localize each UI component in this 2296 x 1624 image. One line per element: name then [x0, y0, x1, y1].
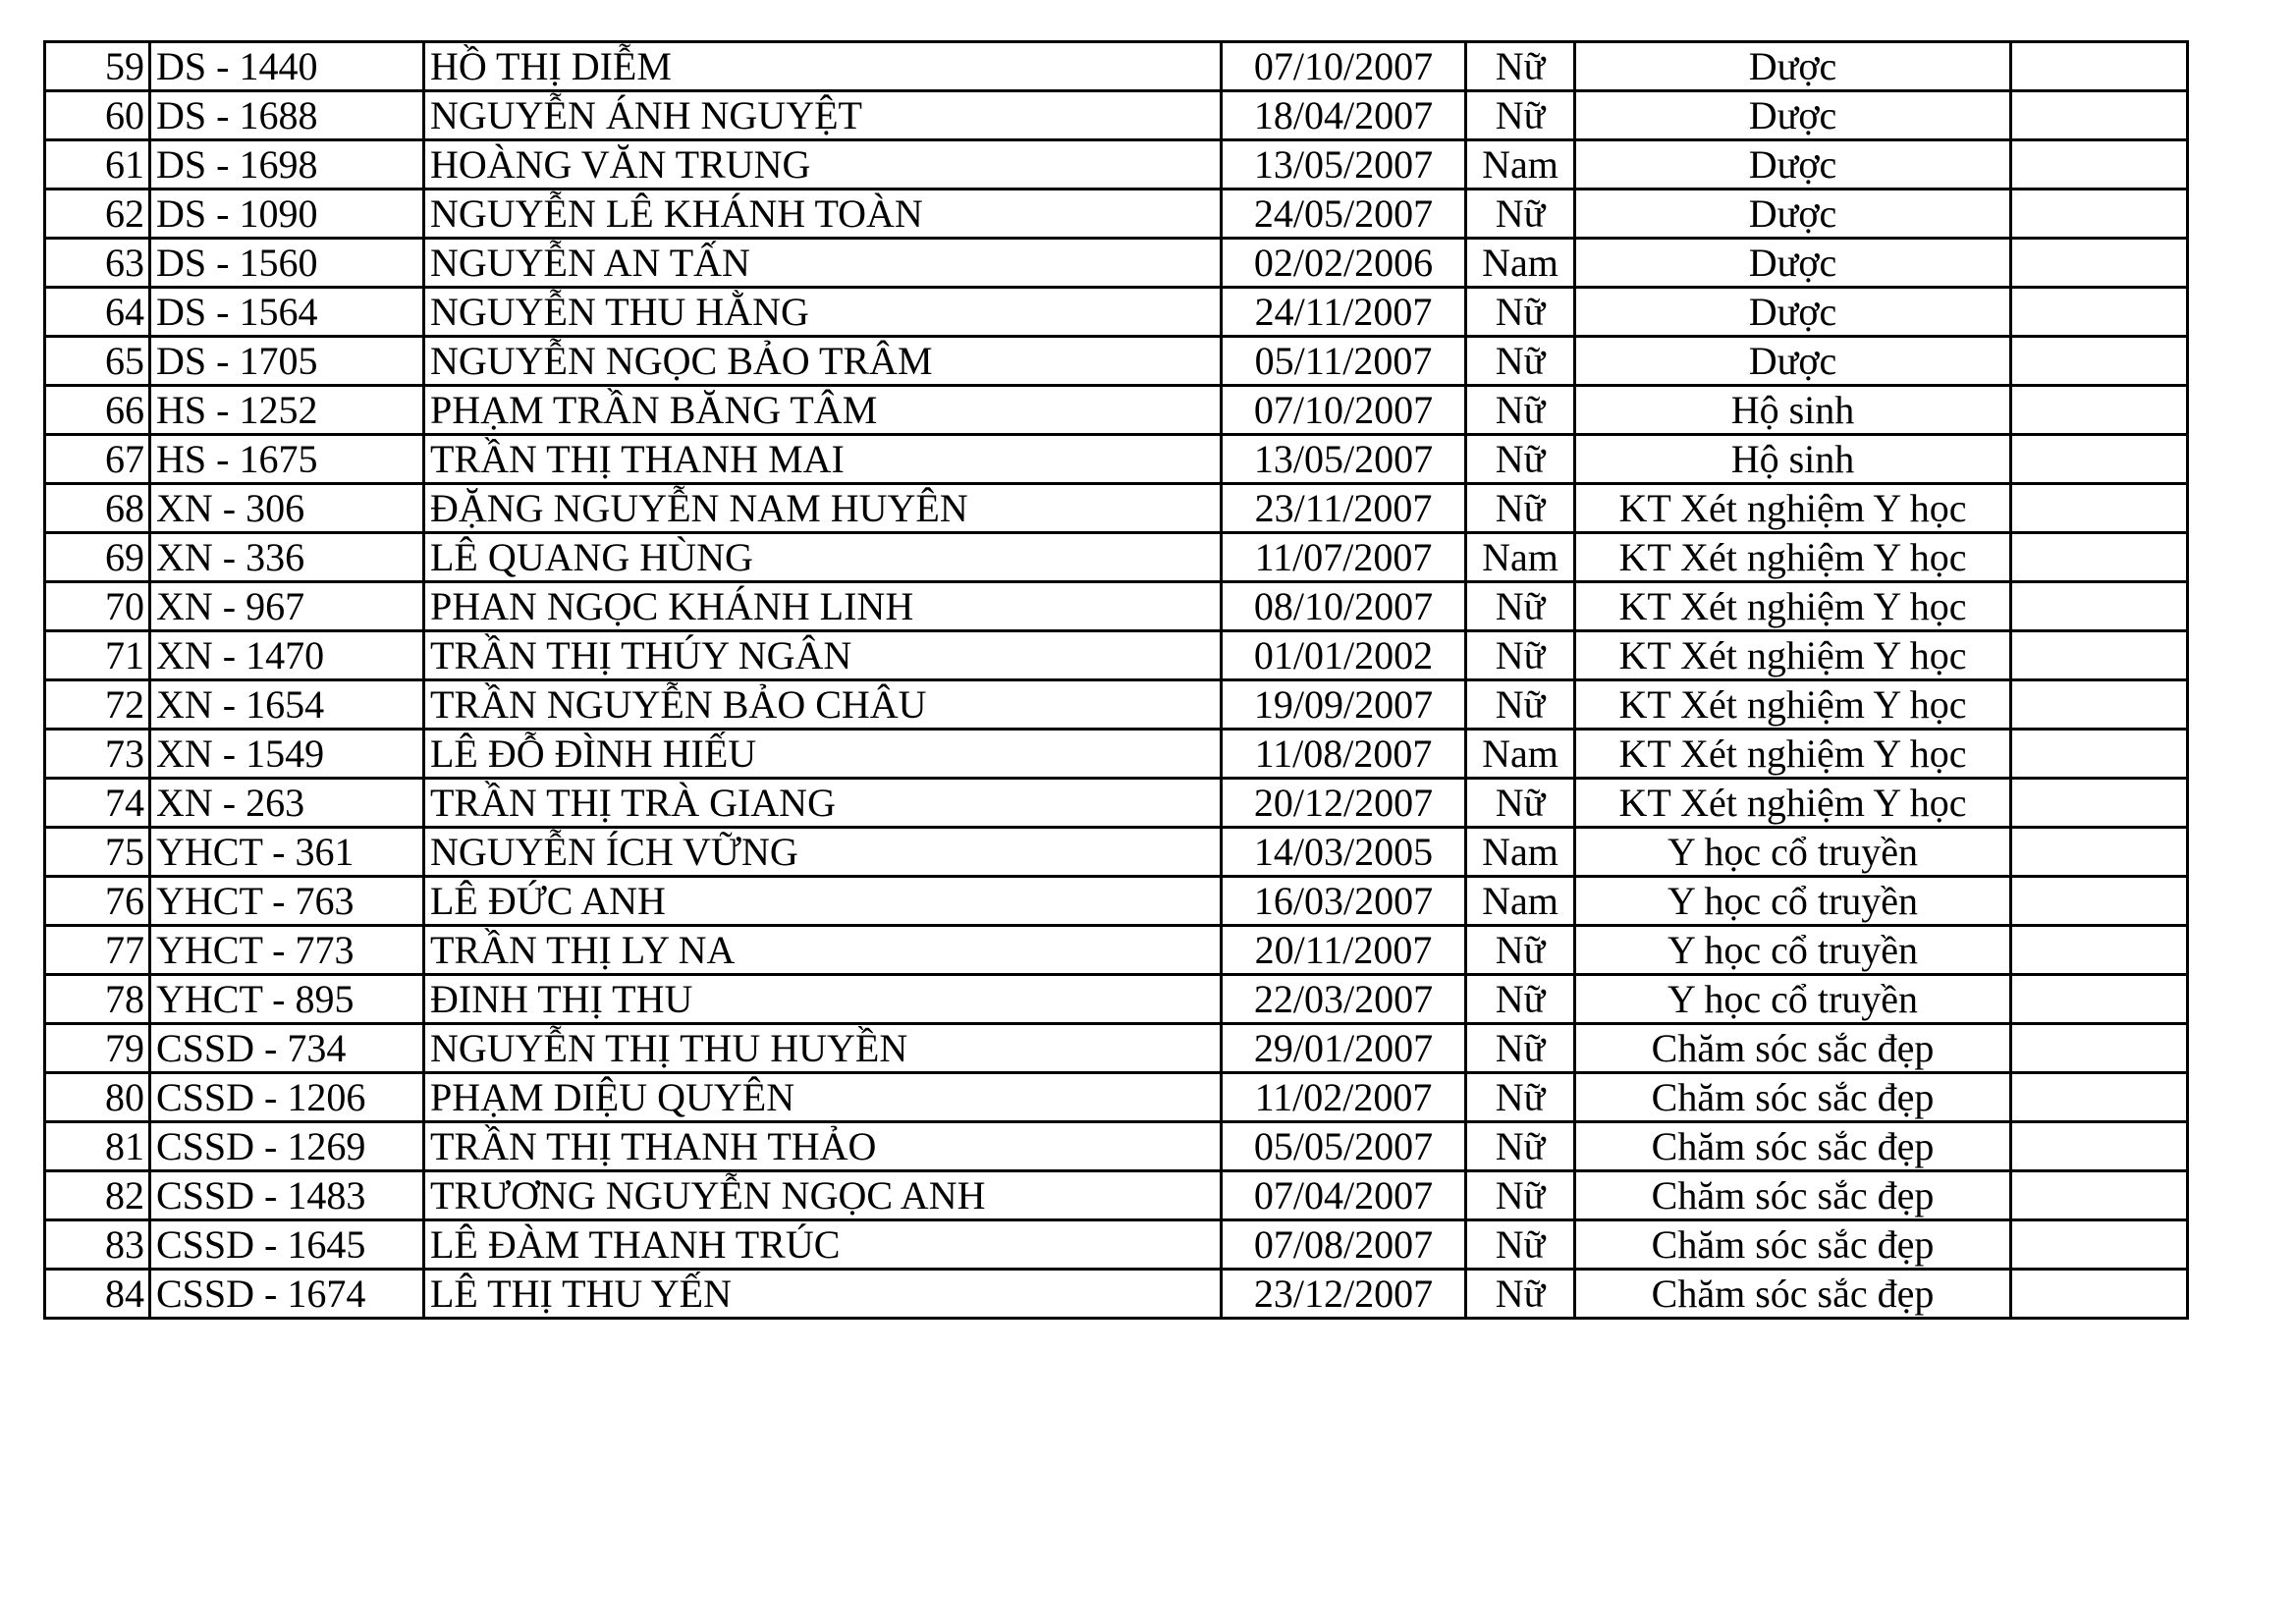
row-number-cell: 59	[45, 42, 150, 91]
note-cell	[2011, 337, 2188, 386]
date-of-birth-cell: 13/05/2007	[1222, 435, 1466, 484]
table-row	[45, 533, 2188, 582]
gender-cell: Nữ	[1466, 288, 1575, 337]
student-code-cell: CSSD - 1269	[150, 1122, 424, 1171]
row-number-cell: 74	[45, 779, 150, 828]
gender-cell: Nữ	[1466, 582, 1575, 631]
table-row	[45, 386, 2188, 435]
major-cell: Dược	[1575, 288, 2011, 337]
student-name-cell: HOÀNG VĂN TRUNG	[424, 140, 1222, 189]
row-number-cell: 84	[45, 1270, 150, 1319]
student-code-cell: XN - 263	[150, 779, 424, 828]
gender-cell: Nữ	[1466, 975, 1575, 1024]
gender-cell: Nữ	[1466, 484, 1575, 533]
major-cell: Dược	[1575, 91, 2011, 140]
table-row	[45, 484, 2188, 533]
table-row	[45, 1073, 2188, 1122]
table-row	[45, 680, 2188, 730]
major-cell: Dược	[1575, 189, 2011, 239]
student-code-cell: CSSD - 734	[150, 1024, 424, 1073]
major-cell: Dược	[1575, 42, 2011, 91]
student-name-cell: LÊ ĐÀM THANH TRÚC	[424, 1220, 1222, 1270]
note-cell	[2011, 730, 2188, 779]
gender-cell: Nữ	[1466, 1220, 1575, 1270]
student-code-cell: CSSD - 1206	[150, 1073, 424, 1122]
major-cell: Chăm sóc sắc đẹp	[1575, 1073, 2011, 1122]
date-of-birth-cell: 05/05/2007	[1222, 1122, 1466, 1171]
student-code-cell: XN - 1654	[150, 680, 424, 730]
row-number-cell: 76	[45, 877, 150, 926]
student-name-cell: TRẦN THỊ TRÀ GIANG	[424, 779, 1222, 828]
note-cell	[2011, 779, 2188, 828]
student-code-cell: XN - 336	[150, 533, 424, 582]
student-name-cell: NGUYỄN THU HẰNG	[424, 288, 1222, 337]
student-name-cell: LÊ ĐỨC ANH	[424, 877, 1222, 926]
note-cell	[2011, 1270, 2188, 1319]
row-number-cell: 78	[45, 975, 150, 1024]
row-number-cell: 79	[45, 1024, 150, 1073]
gender-cell: Nam	[1466, 533, 1575, 582]
date-of-birth-cell: 24/05/2007	[1222, 189, 1466, 239]
note-cell	[2011, 189, 2188, 239]
major-cell: Y học cổ truyền	[1575, 975, 2011, 1024]
student-name-cell: NGUYỄN ÍCH VỮNG	[424, 828, 1222, 877]
date-of-birth-cell: 29/01/2007	[1222, 1024, 1466, 1073]
student-code-cell: YHCT - 763	[150, 877, 424, 926]
major-cell: Chăm sóc sắc đẹp	[1575, 1171, 2011, 1220]
student-code-cell: DS - 1705	[150, 337, 424, 386]
date-of-birth-cell: 22/03/2007	[1222, 975, 1466, 1024]
major-cell: KT Xét nghiệm Y học	[1575, 730, 2011, 779]
gender-cell: Nữ	[1466, 189, 1575, 239]
gender-cell: Nữ	[1466, 631, 1575, 680]
row-number-cell: 66	[45, 386, 150, 435]
table-row	[45, 140, 2188, 189]
student-name-cell: ĐINH THỊ THU	[424, 975, 1222, 1024]
major-cell: Chăm sóc sắc đẹp	[1575, 1220, 2011, 1270]
student-name-cell: NGUYỄN LÊ KHÁNH TOÀN	[424, 189, 1222, 239]
table-row	[45, 91, 2188, 140]
row-number-cell: 65	[45, 337, 150, 386]
gender-cell: Nữ	[1466, 926, 1575, 975]
student-name-cell: LÊ QUANG HÙNG	[424, 533, 1222, 582]
table-row	[45, 582, 2188, 631]
date-of-birth-cell: 24/11/2007	[1222, 288, 1466, 337]
note-cell	[2011, 484, 2188, 533]
student-name-cell: NGUYỄN NGỌC BẢO TRÂM	[424, 337, 1222, 386]
date-of-birth-cell: 20/11/2007	[1222, 926, 1466, 975]
date-of-birth-cell: 02/02/2006	[1222, 239, 1466, 288]
student-name-cell: TRẦN NGUYỄN BẢO CHÂU	[424, 680, 1222, 730]
row-number-cell: 72	[45, 680, 150, 730]
row-number-cell: 81	[45, 1122, 150, 1171]
row-number-cell: 75	[45, 828, 150, 877]
date-of-birth-cell: 07/08/2007	[1222, 1220, 1466, 1270]
date-of-birth-cell: 07/04/2007	[1222, 1171, 1466, 1220]
table-row	[45, 779, 2188, 828]
row-number-cell: 61	[45, 140, 150, 189]
student-name-cell: TRẦN THỊ THANH MAI	[424, 435, 1222, 484]
student-code-cell: XN - 967	[150, 582, 424, 631]
major-cell: KT Xét nghiệm Y học	[1575, 582, 2011, 631]
student-code-cell: XN - 1549	[150, 730, 424, 779]
note-cell	[2011, 828, 2188, 877]
student-name-cell: TRẦN THỊ THÚY NGÂN	[424, 631, 1222, 680]
table-row	[45, 1171, 2188, 1220]
table-row	[45, 337, 2188, 386]
major-cell: Y học cổ truyền	[1575, 926, 2011, 975]
note-cell	[2011, 877, 2188, 926]
table-row	[45, 288, 2188, 337]
table-body	[45, 42, 2188, 1319]
note-cell	[2011, 680, 2188, 730]
table-row	[45, 1220, 2188, 1270]
gender-cell: Nam	[1466, 877, 1575, 926]
major-cell: Dược	[1575, 140, 2011, 189]
gender-cell: Nữ	[1466, 337, 1575, 386]
note-cell	[2011, 42, 2188, 91]
table-row	[45, 631, 2188, 680]
major-cell: Chăm sóc sắc đẹp	[1575, 1024, 2011, 1073]
date-of-birth-cell: 19/09/2007	[1222, 680, 1466, 730]
note-cell	[2011, 533, 2188, 582]
row-number-cell: 70	[45, 582, 150, 631]
date-of-birth-cell: 01/01/2002	[1222, 631, 1466, 680]
table-row	[45, 828, 2188, 877]
major-cell: Dược	[1575, 337, 2011, 386]
row-number-cell: 83	[45, 1220, 150, 1270]
note-cell	[2011, 975, 2188, 1024]
student-name-cell: LÊ THỊ THU YẾN	[424, 1270, 1222, 1319]
student-code-cell: CSSD - 1483	[150, 1171, 424, 1220]
student-code-cell: HS - 1675	[150, 435, 424, 484]
row-number-cell: 67	[45, 435, 150, 484]
row-number-cell: 63	[45, 239, 150, 288]
gender-cell: Nữ	[1466, 779, 1575, 828]
date-of-birth-cell: 23/12/2007	[1222, 1270, 1466, 1319]
date-of-birth-cell: 08/10/2007	[1222, 582, 1466, 631]
date-of-birth-cell: 18/04/2007	[1222, 91, 1466, 140]
note-cell	[2011, 91, 2188, 140]
student-code-cell: DS - 1564	[150, 288, 424, 337]
note-cell	[2011, 1171, 2188, 1220]
gender-cell: Nữ	[1466, 1270, 1575, 1319]
note-cell	[2011, 631, 2188, 680]
note-cell	[2011, 1073, 2188, 1122]
student-name-cell: HỒ THỊ DIỄM	[424, 42, 1222, 91]
student-name-cell: PHẠM DIỆU QUYÊN	[424, 1073, 1222, 1122]
gender-cell: Nữ	[1466, 386, 1575, 435]
note-cell	[2011, 435, 2188, 484]
student-name-cell: TRẦN THỊ THANH THẢO	[424, 1122, 1222, 1171]
note-cell	[2011, 926, 2188, 975]
student-list-table	[43, 40, 2189, 1320]
student-code-cell: XN - 306	[150, 484, 424, 533]
row-number-cell: 73	[45, 730, 150, 779]
major-cell: Hộ sinh	[1575, 435, 2011, 484]
note-cell	[2011, 140, 2188, 189]
row-number-cell: 69	[45, 533, 150, 582]
student-code-cell: HS - 1252	[150, 386, 424, 435]
major-cell: Hộ sinh	[1575, 386, 2011, 435]
note-cell	[2011, 288, 2188, 337]
major-cell: KT Xét nghiệm Y học	[1575, 779, 2011, 828]
table-row	[45, 1024, 2188, 1073]
date-of-birth-cell: 13/05/2007	[1222, 140, 1466, 189]
student-code-cell: CSSD - 1645	[150, 1220, 424, 1270]
table-row	[45, 730, 2188, 779]
student-code-cell: DS - 1698	[150, 140, 424, 189]
table-row	[45, 975, 2188, 1024]
gender-cell: Nữ	[1466, 1024, 1575, 1073]
gender-cell: Nam	[1466, 140, 1575, 189]
table-row	[45, 42, 2188, 91]
row-number-cell: 60	[45, 91, 150, 140]
note-cell	[2011, 1220, 2188, 1270]
major-cell: Y học cổ truyền	[1575, 877, 2011, 926]
row-number-cell: 80	[45, 1073, 150, 1122]
student-name-cell: NGUYỄN AN TẤN	[424, 239, 1222, 288]
table-row	[45, 1122, 2188, 1171]
row-number-cell: 71	[45, 631, 150, 680]
row-number-cell: 64	[45, 288, 150, 337]
note-cell	[2011, 1024, 2188, 1073]
major-cell: KT Xét nghiệm Y học	[1575, 533, 2011, 582]
date-of-birth-cell: 07/10/2007	[1222, 386, 1466, 435]
date-of-birth-cell: 23/11/2007	[1222, 484, 1466, 533]
gender-cell: Nữ	[1466, 1171, 1575, 1220]
note-cell	[2011, 386, 2188, 435]
date-of-birth-cell: 16/03/2007	[1222, 877, 1466, 926]
date-of-birth-cell: 11/08/2007	[1222, 730, 1466, 779]
major-cell: KT Xét nghiệm Y học	[1575, 680, 2011, 730]
note-cell	[2011, 582, 2188, 631]
student-code-cell: YHCT - 895	[150, 975, 424, 1024]
gender-cell: Nữ	[1466, 91, 1575, 140]
gender-cell: Nam	[1466, 730, 1575, 779]
student-code-cell: DS - 1090	[150, 189, 424, 239]
date-of-birth-cell: 11/02/2007	[1222, 1073, 1466, 1122]
row-number-cell: 82	[45, 1171, 150, 1220]
row-number-cell: 62	[45, 189, 150, 239]
student-name-cell: ĐẶNG NGUYỄN NAM HUYÊN	[424, 484, 1222, 533]
date-of-birth-cell: 11/07/2007	[1222, 533, 1466, 582]
gender-cell: Nữ	[1466, 1073, 1575, 1122]
row-number-cell: 77	[45, 926, 150, 975]
date-of-birth-cell: 07/10/2007	[1222, 42, 1466, 91]
major-cell: Chăm sóc sắc đẹp	[1575, 1122, 2011, 1171]
gender-cell: Nam	[1466, 828, 1575, 877]
note-cell	[2011, 239, 2188, 288]
student-code-cell: CSSD - 1674	[150, 1270, 424, 1319]
student-code-cell: DS - 1440	[150, 42, 424, 91]
date-of-birth-cell: 14/03/2005	[1222, 828, 1466, 877]
gender-cell: Nữ	[1466, 1122, 1575, 1171]
major-cell: Y học cổ truyền	[1575, 828, 2011, 877]
table-row	[45, 1270, 2188, 1319]
gender-cell: Nữ	[1466, 42, 1575, 91]
major-cell: Dược	[1575, 239, 2011, 288]
student-name-cell: LÊ ĐỖ ĐÌNH HIẾU	[424, 730, 1222, 779]
student-code-cell: YHCT - 361	[150, 828, 424, 877]
note-cell	[2011, 1122, 2188, 1171]
student-code-cell: YHCT - 773	[150, 926, 424, 975]
student-name-cell: NGUYỄN THỊ THU HUYỀN	[424, 1024, 1222, 1073]
student-code-cell: XN - 1470	[150, 631, 424, 680]
student-code-cell: DS - 1560	[150, 239, 424, 288]
student-name-cell: NGUYỄN ÁNH NGUYỆT	[424, 91, 1222, 140]
table-row	[45, 239, 2188, 288]
gender-cell: Nữ	[1466, 435, 1575, 484]
major-cell: KT Xét nghiệm Y học	[1575, 484, 2011, 533]
major-cell: KT Xét nghiệm Y học	[1575, 631, 2011, 680]
row-number-cell: 68	[45, 484, 150, 533]
date-of-birth-cell: 05/11/2007	[1222, 337, 1466, 386]
date-of-birth-cell: 20/12/2007	[1222, 779, 1466, 828]
gender-cell: Nam	[1466, 239, 1575, 288]
table-row	[45, 877, 2188, 926]
table-row	[45, 926, 2188, 975]
table-row	[45, 189, 2188, 239]
student-name-cell: PHAN NGỌC KHÁNH LINH	[424, 582, 1222, 631]
student-name-cell: PHẠM TRẦN BĂNG TÂM	[424, 386, 1222, 435]
gender-cell: Nữ	[1466, 680, 1575, 730]
major-cell: Chăm sóc sắc đẹp	[1575, 1270, 2011, 1319]
table-row	[45, 435, 2188, 484]
student-name-cell: TRƯƠNG NGUYỄN NGỌC ANH	[424, 1171, 1222, 1220]
student-code-cell: DS - 1688	[150, 91, 424, 140]
student-name-cell: TRẦN THỊ LY NA	[424, 926, 1222, 975]
